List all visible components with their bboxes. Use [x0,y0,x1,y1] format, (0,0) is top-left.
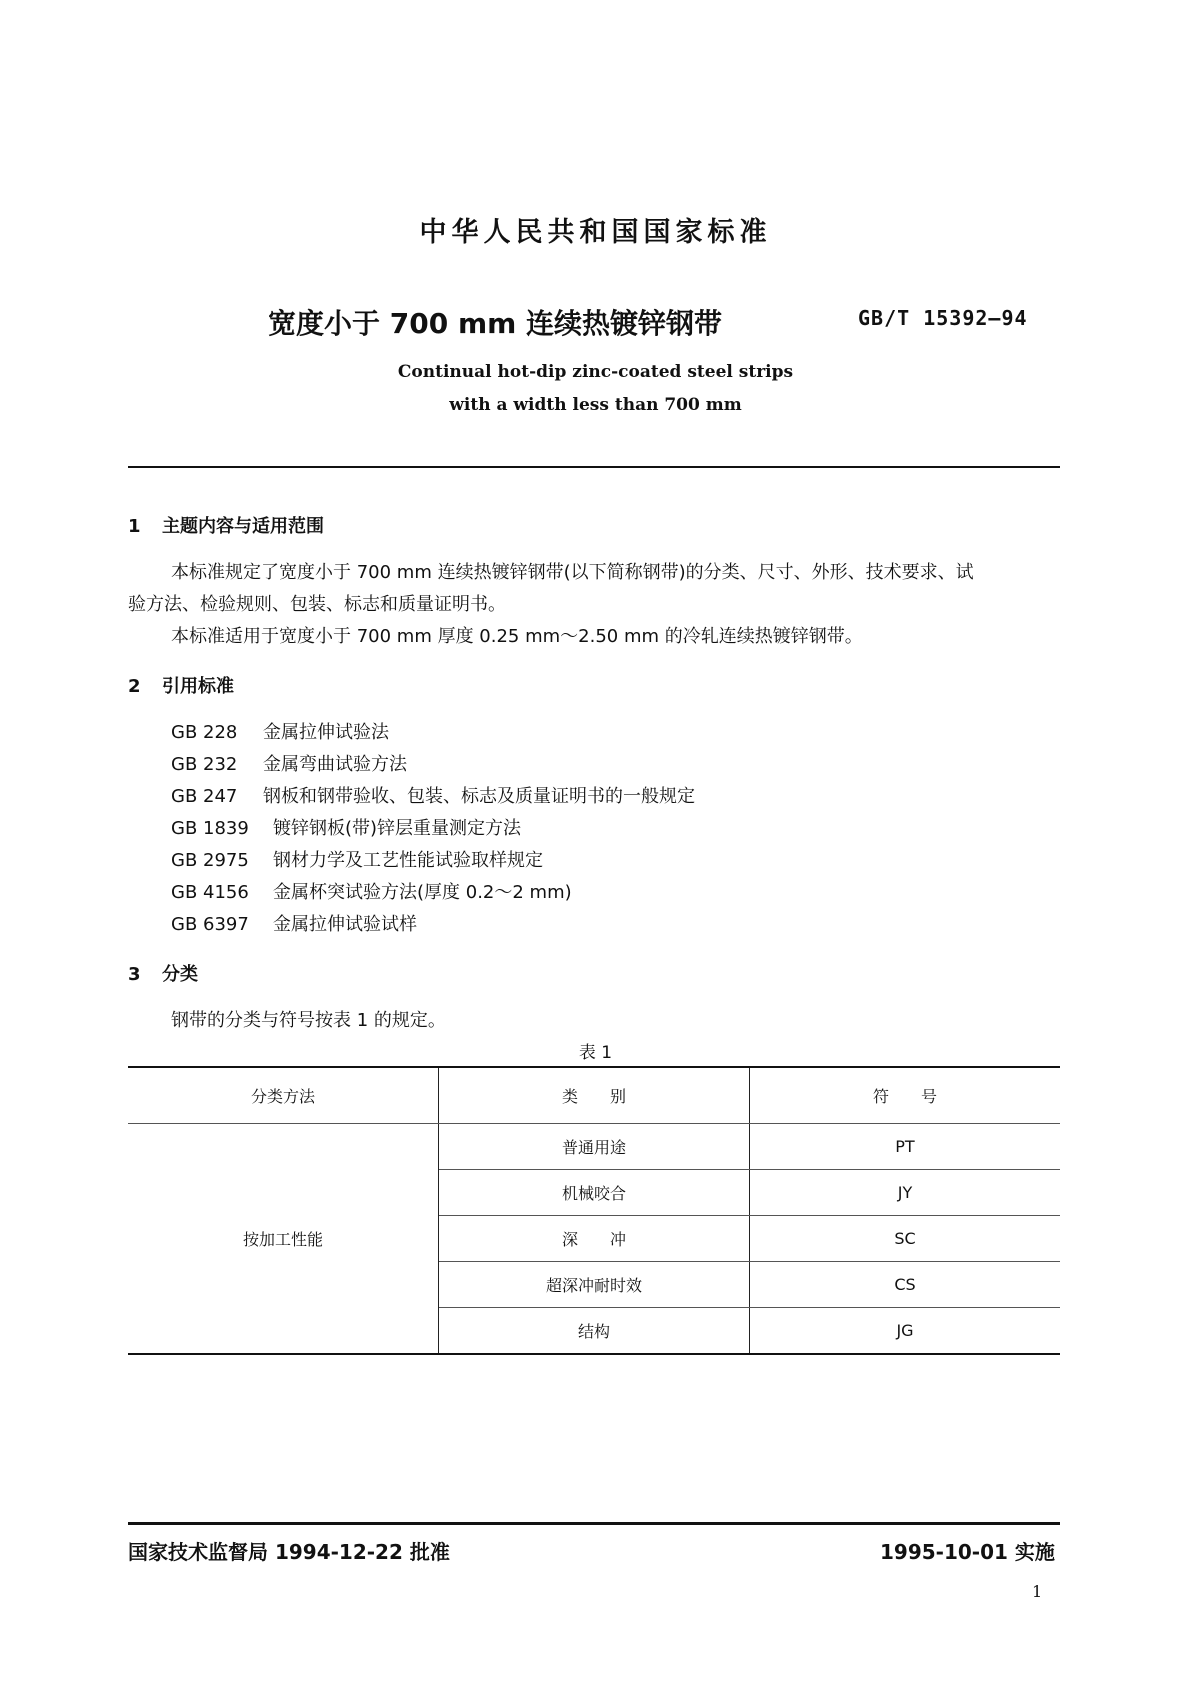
section-1-paragraph-2: 本标准适用于宽度小于 700 mm 厚度 0.25 mm～2.50 mm 的冷轧连续热镀锌钢带。 [171,626,863,647]
reference-code: GB 2975 [171,850,249,871]
reference-code: GB 6397 [171,914,249,935]
reference-code: GB 1839 [171,818,249,839]
table-1-caption: 表 1 [578,1043,613,1063]
effective-date: 1995-10-01 实施 [880,1540,1055,1564]
table-row [128,1124,1060,1170]
reference-item [171,718,389,744]
section-1-heading [128,512,324,538]
reference-name: 金属拉伸试验法 [263,722,389,743]
classification-method-cell: 按加工性能 [128,1124,439,1355]
reference-code: GB 4156 [171,882,249,903]
section-1-paragraph-1-line-1: 本标准规定了宽度小于 700 mm 连续热镀锌钢带(以下简称钢带)的分类、尺寸、外形、技术要求、试 [171,562,974,583]
category-cell: 普通用途 [439,1124,750,1170]
symbol-cell: JY [750,1170,1061,1216]
category-cell: 深 冲 [439,1216,750,1262]
symbol-cell: PT [750,1124,1061,1170]
reference-item [171,910,417,936]
reference-code: GB 228 [171,722,238,743]
english-title-line2: with a width less than 700 mm [449,395,742,415]
symbol-cell: JG [750,1308,1061,1355]
footer-divider [128,1522,1060,1525]
title-divider [128,466,1060,468]
section-1-paragraph-1-line-2: 验方法、检验规则、包装、标志和质量证明书。 [128,594,506,615]
section-2-title: 引用标准 [162,676,234,697]
english-title-line1: Continual hot-dip zinc-coated steel strips [397,362,794,382]
reference-name: 钢板和钢带验收、包装、标志及质量证明书的一般规定 [263,786,695,807]
reference-item [171,782,695,808]
section-3-paragraph: 钢带的分类与符号按表 1 的规定。 [171,1010,446,1031]
reference-code: GB 232 [171,754,238,775]
reference-code: GB 247 [171,786,238,807]
section-1-number: 1 [128,516,141,537]
section-2-number: 2 [128,676,141,697]
section-3-number: 3 [128,964,141,985]
table-header-cell: 符 号 [750,1067,1061,1124]
reference-item [171,814,521,840]
reference-name: 金属拉伸试验试样 [273,914,417,935]
category-cell: 机械咬合 [439,1170,750,1216]
national-standard-header: 中华人民共和国国家标准 [419,217,772,248]
reference-item [171,750,407,776]
table-header-row [128,1067,1060,1124]
reference-name: 镀锌钢板(带)锌层重量测定方法 [273,818,522,839]
category-cell: 超深冲耐时效 [439,1262,750,1308]
table-header-cell: 类 别 [439,1067,750,1124]
section-3-title: 分类 [162,964,198,985]
reference-item [171,878,572,904]
section-3-heading [128,960,198,986]
category-cell: 结构 [439,1308,750,1355]
reference-name: 钢材力学及工艺性能试验取样规定 [273,850,543,871]
document-title: 宽度小于 700 mm 连续热镀锌钢带 [268,307,723,340]
classification-table [128,1066,1060,1355]
section-2-heading [128,672,234,698]
reference-name: 金属弯曲试验方法 [263,754,407,775]
section-1-title: 主题内容与适用范围 [162,516,324,537]
approval-date: 国家技术监督局 1994-12-22 批准 [128,1540,450,1564]
reference-item [171,846,543,872]
standard-code: GB/T 15392—94 [858,306,1028,330]
symbol-cell: CS [750,1262,1061,1308]
page-number: 1 [1032,1582,1043,1601]
reference-name: 金属杯突试验方法(厚度 0.2～2 mm) [273,882,572,903]
table-header-cell: 分类方法 [128,1067,439,1124]
symbol-cell: SC [750,1216,1061,1262]
